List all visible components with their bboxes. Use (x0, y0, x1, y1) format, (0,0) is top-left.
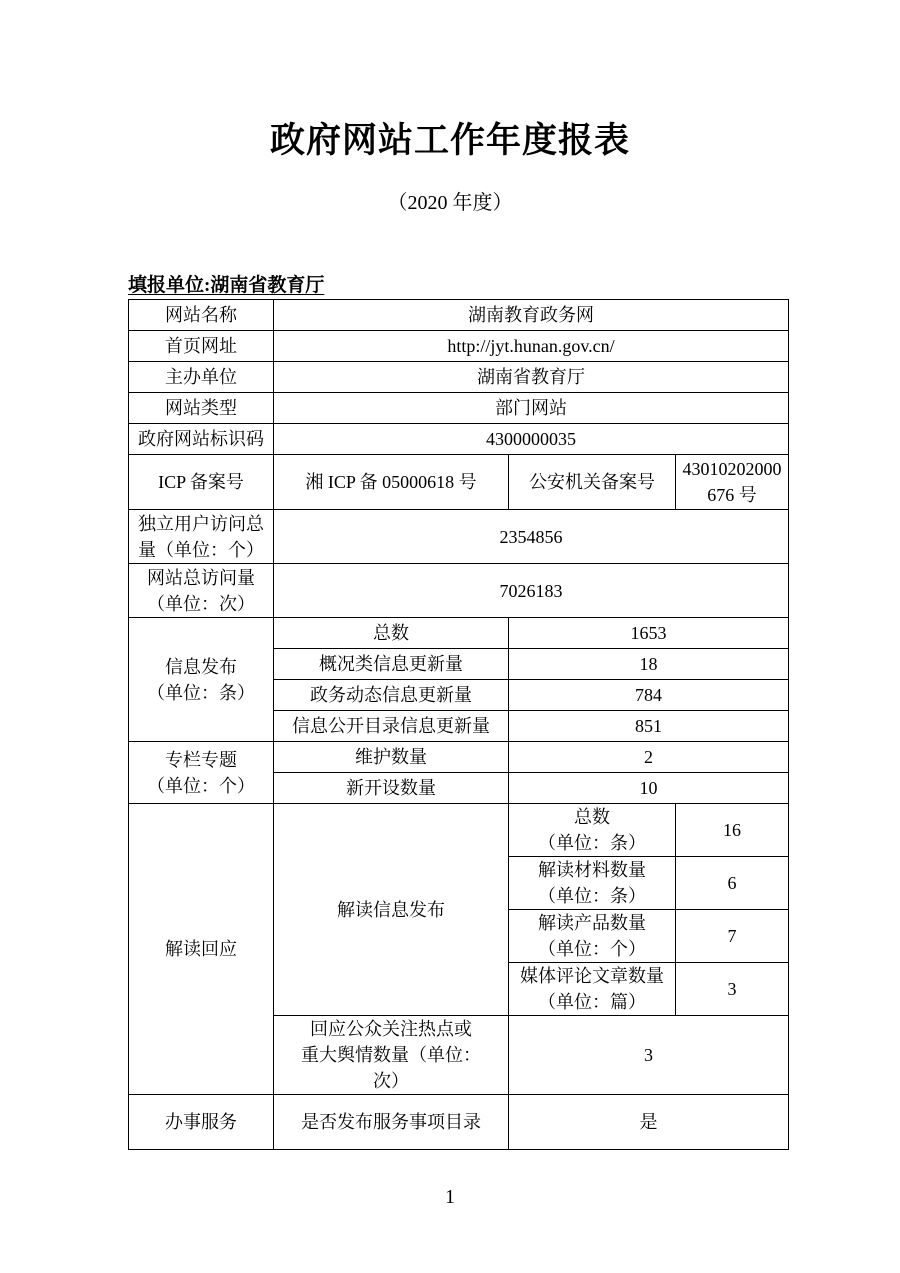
interpret-media-label-cell (509, 963, 676, 1016)
interpret-materials-label-cell (509, 857, 676, 910)
public-response-label-line3: 次） (373, 1071, 409, 1091)
info-overview-value-cell: 18 (509, 649, 789, 680)
police-filing-value-cell (676, 455, 789, 510)
service-section-cell: 办事服务 (129, 1095, 274, 1150)
special-columns-row-maintained (129, 742, 789, 773)
police-filing-value-line1: 43010202000 (682, 459, 782, 479)
public-response-label-line2: 重大舆情数量（单位： (301, 1045, 481, 1065)
total-visits-row (129, 564, 789, 618)
info-publish-row-total (129, 618, 789, 649)
organizer-row (129, 362, 789, 393)
icp-value-cell: 湘 ICP 备 05000618 号 (274, 455, 509, 510)
interpret-materials-label-line2: （单位：条） (538, 886, 646, 906)
interpret-products-label-line2: （单位：个） (538, 939, 646, 959)
info-total-value-cell: 1653 (509, 618, 789, 649)
annual-report-table (128, 299, 789, 1150)
public-response-value-cell: 3 (509, 1016, 789, 1095)
unique-visitors-label-line2: 量（单位：个） (138, 539, 264, 560)
total-visits-label-line1: 网站总访问量 (147, 567, 255, 588)
info-news-label-cell: 政务动态信息更新量 (274, 680, 509, 711)
site-code-value-cell: 4300000035 (274, 424, 789, 455)
document-subtitle: （2020 年度） (387, 192, 513, 214)
info-catalog-value-cell: 851 (509, 711, 789, 742)
info-catalog-label-cell: 信息公开目录信息更新量 (274, 711, 509, 742)
organizer-value-cell: 湖南省教育厅 (274, 362, 789, 393)
homepage-url-row (129, 331, 789, 362)
interpret-products-label-cell (509, 910, 676, 963)
info-overview-label-cell: 概况类信息更新量 (274, 649, 509, 680)
police-filing-label-cell: 公安机关备案号 (509, 455, 676, 510)
organizer-label-cell: 主办单位 (129, 362, 274, 393)
interpret-total-label-line1: 总数 (574, 807, 610, 827)
special-columns-label-line2: （单位：个） (147, 775, 255, 796)
interpret-row-total (129, 804, 789, 857)
info-publish-section-cell (129, 618, 274, 742)
special-columns-section-cell (129, 742, 274, 804)
info-publish-label-line2: （单位：条） (147, 682, 255, 703)
police-filing-value-line2: 676 号 (707, 485, 757, 505)
columns-maintained-value-cell: 2 (509, 742, 789, 773)
site-code-row (129, 424, 789, 455)
site-type-label-cell: 网站类型 (129, 393, 274, 424)
homepage-url-value-cell: http://jyt.hunan.gov.cn/ (274, 331, 789, 362)
columns-new-label-cell: 新开设数量 (274, 773, 509, 804)
interpretation-section-cell: 解读回应 (129, 804, 274, 1095)
unique-visitors-row (129, 510, 789, 564)
total-visits-label-cell (129, 564, 274, 618)
unique-visitors-label-line1: 独立用户访问总 (138, 513, 264, 534)
interpret-media-label-line1: 媒体评论文章数量 (520, 966, 664, 986)
service-directory-label-cell: 是否发布服务事项目录 (274, 1095, 509, 1150)
interpret-total-value-cell: 16 (676, 804, 789, 857)
unique-visitors-value-cell: 2354856 (274, 510, 789, 564)
homepage-url-label-cell: 首页网址 (129, 331, 274, 362)
total-visits-value-cell: 7026183 (274, 564, 789, 618)
icp-label-cell: ICP 备案号 (129, 455, 274, 510)
site-name-value-cell: 湖南教育政务网 (274, 300, 789, 331)
site-name-row (129, 300, 789, 331)
interpret-products-label-line1: 解读产品数量 (538, 913, 646, 933)
interpret-materials-value-cell: 6 (676, 857, 789, 910)
interpret-media-value-cell: 3 (676, 963, 789, 1016)
interpretation-publish-cell: 解读信息发布 (274, 804, 509, 1016)
document-title: 政府网站工作年度报表 (269, 121, 630, 160)
icp-row (129, 455, 789, 510)
site-name-label-cell: 网站名称 (129, 300, 274, 331)
columns-new-value-cell: 10 (509, 773, 789, 804)
public-response-label-line1: 回应公众关注热点或 (310, 1019, 472, 1039)
filing-unit-label: 填报单位:湖南省教育厅 (128, 275, 325, 296)
info-news-value-cell: 784 (509, 680, 789, 711)
site-type-value-cell: 部门网站 (274, 393, 789, 424)
site-type-row (129, 393, 789, 424)
interpret-total-label-cell (509, 804, 676, 857)
columns-maintained-label-cell: 维护数量 (274, 742, 509, 773)
info-total-label-cell: 总数 (274, 618, 509, 649)
interpret-total-label-line2: （单位：条） (538, 833, 646, 853)
page-number: 1 (445, 1186, 455, 1208)
unique-visitors-label-cell (129, 510, 274, 564)
total-visits-label-line2: （单位：次） (147, 593, 255, 614)
site-code-label-cell: 政府网站标识码 (129, 424, 274, 455)
public-response-label-cell (274, 1016, 509, 1095)
interpret-products-value-cell: 7 (676, 910, 789, 963)
interpret-media-label-line2: （单位：篇） (538, 992, 646, 1012)
interpret-materials-label-line1: 解读材料数量 (538, 860, 646, 880)
special-columns-label-line1: 专栏专题 (165, 749, 237, 770)
service-directory-value-cell: 是 (509, 1095, 789, 1150)
info-publish-label-line1: 信息发布 (165, 656, 237, 677)
service-directory-row (129, 1095, 789, 1150)
